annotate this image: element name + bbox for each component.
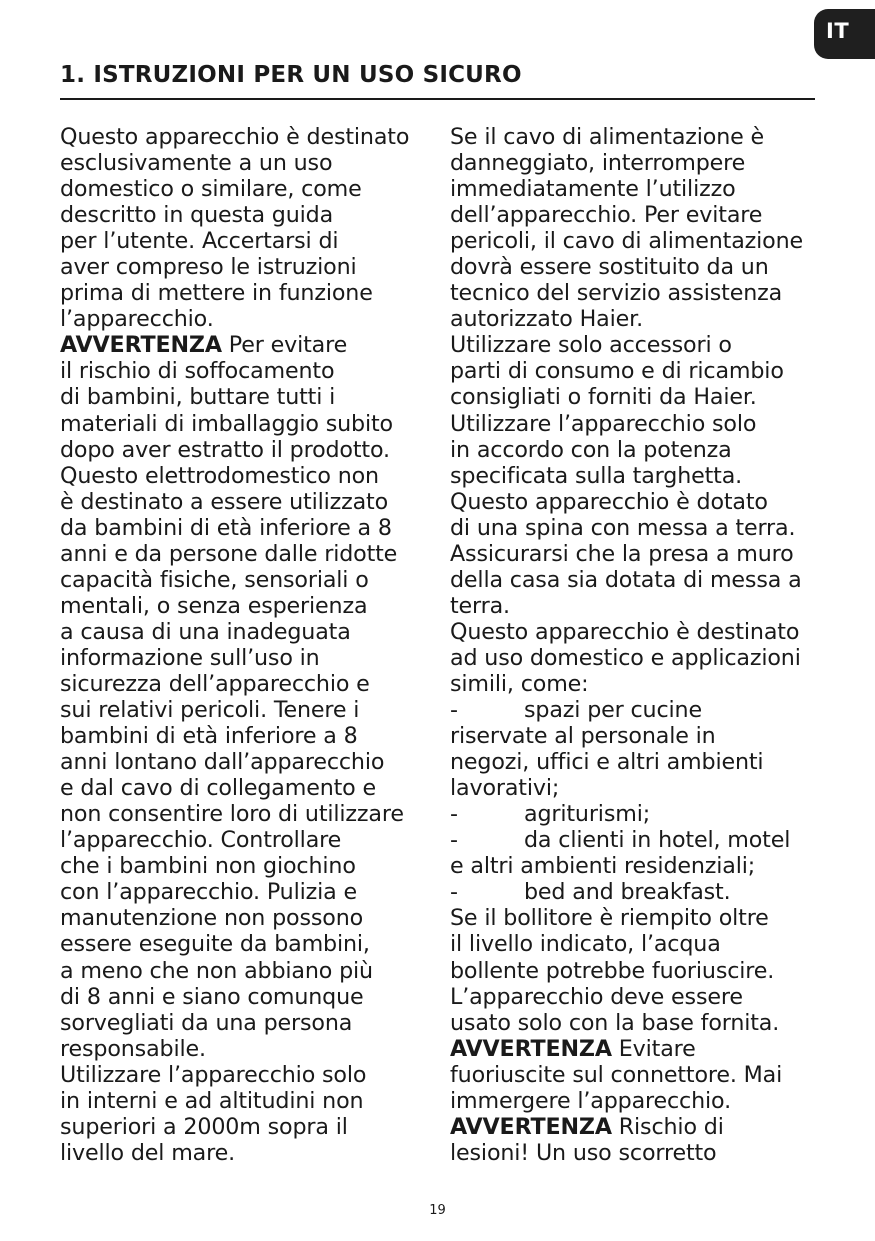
text-line: l’apparecchio. Controllare [60, 827, 342, 854]
warning-label: AVVERTENZA [60, 332, 222, 359]
text-line: con l’apparecchio. Pulizia e [60, 879, 357, 906]
text-line: che i bambini non giochino [60, 853, 356, 880]
text-line: aver compreso le istruzioni [60, 254, 357, 281]
text-line: da bambini di età inferiore a 8 [60, 514, 392, 541]
text-line: Questo apparecchio è destinato [60, 124, 410, 150]
text-line: manutenzione non possono [60, 905, 364, 932]
bullet-line [450, 801, 803, 827]
bullet-text: da clienti in hotel, motel [524, 827, 791, 854]
text-line: dell’apparecchio. Per evitare [450, 202, 763, 229]
bullet-dash: - [450, 697, 458, 724]
text-line: non consentire loro di utilizzare [60, 801, 404, 828]
text-line: lesioni! Un uso scorretto [450, 1139, 717, 1166]
warning-label: AVVERTENZA [450, 1113, 612, 1140]
text-line: anni e da persone dalle ridotte [60, 540, 398, 567]
warning-text: Evitare [611, 1035, 696, 1062]
title-underline [60, 98, 815, 100]
text-line: dovrà essere sostituito da un [450, 254, 769, 281]
warning-label: AVVERTENZA [450, 1035, 612, 1062]
text-line: della casa sia dotata di messa a [450, 566, 802, 593]
section-title: 1. ISTRUZIONI PER UN USO SICURO [60, 62, 522, 88]
warning-line [60, 332, 409, 358]
text-line: di 8 anni e siano comunque [60, 983, 364, 1010]
bullet-text: agriturismi; [524, 801, 651, 828]
text-line: consigliati o forniti da Haier. [450, 384, 757, 411]
text-line: danneggiato, interrompere [450, 150, 746, 177]
text-line: descritto in questa guida [60, 202, 334, 229]
text-line: per l’utente. Accertarsi di [60, 228, 339, 255]
text-line: bollente potrebbe fuoriuscire. [450, 957, 775, 984]
text-line: Utilizzare solo accessori o [450, 332, 732, 359]
text-line: esclusivamente a un uso [60, 150, 333, 177]
warning-text: Rischio di [611, 1113, 724, 1140]
bullet-line [450, 879, 803, 905]
text-line: tecnico del servizio assistenza [450, 280, 783, 307]
text-line: Questo apparecchio è destinato [450, 618, 800, 645]
text-line: è destinato a essere utilizzato [60, 488, 389, 515]
text-line: a causa di una inadeguata [60, 618, 351, 645]
text-line: domestico o similare, come [60, 176, 362, 203]
text-line: mentali, o senza esperienza [60, 592, 368, 619]
text-line: responsabile. [60, 1035, 206, 1062]
warning-line [450, 1036, 803, 1062]
text-line: Se il bollitore è riempito oltre [450, 905, 769, 932]
text-line: anni lontano dall’apparecchio [60, 749, 385, 776]
text-line: immergere l’apparecchio. [450, 1087, 731, 1114]
bullet-line [450, 697, 803, 723]
text-line: Utilizzare l’apparecchio solo [60, 1061, 367, 1088]
text-line: dopo aver estratto il prodotto. [60, 436, 390, 463]
text-line: il livello indicato, l’acqua [450, 931, 721, 958]
text-line: essere eseguite da bambini, [60, 931, 370, 958]
text-line: fuoriuscite sul connettore. Mai [450, 1061, 783, 1088]
text-line: e altri ambienti residenziali; [450, 853, 756, 880]
text-line: Se il cavo di alimentazione è [450, 124, 765, 150]
text-line: in accordo con la potenza [450, 436, 732, 463]
bullet-dash: - [450, 879, 458, 906]
text-line: superiori a 2000m sopra il [60, 1113, 348, 1140]
text-line: prima di mettere in funzione [60, 280, 373, 307]
text-line: a meno che non abbiano più [60, 957, 373, 984]
bullet-text: bed and breakfast. [524, 879, 731, 906]
right-column [450, 124, 803, 1166]
text-line: l’apparecchio. [60, 306, 214, 333]
text-line: materiali di imballaggio subito [60, 410, 393, 437]
warning-line [450, 1114, 803, 1140]
text-line: L’apparecchio deve essere [450, 983, 743, 1010]
text-line: specificata sulla targhetta. [450, 462, 743, 489]
text-line: sicurezza dell’apparecchio e [60, 670, 370, 697]
text-line: capacità fisiche, sensoriali o [60, 566, 369, 593]
text-line: bambini di età inferiore a 8 [60, 723, 358, 750]
language-tab: IT [814, 9, 875, 59]
text-line: di bambini, buttare tutti i [60, 384, 336, 411]
text-line: sorvegliati da una persona [60, 1009, 353, 1036]
text-line: il rischio di soffocamento [60, 358, 335, 385]
bullet-dash: - [450, 827, 458, 854]
text-line: usato solo con la base fornita. [450, 1009, 780, 1036]
text-line: pericoli, il cavo di alimentazione [450, 228, 804, 255]
text-line: simili, come: [450, 670, 589, 697]
text-line: immediatamente l’utilizzo [450, 176, 736, 203]
text-line: Assicurarsi che la presa a muro [450, 540, 794, 567]
text-line: lavorativi; [450, 775, 560, 802]
text-line: ad uso domestico e applicazioni [450, 644, 801, 671]
text-line: riservate al personale in [450, 723, 716, 750]
text-line: informazione sull’uso in [60, 644, 320, 671]
text-line: Questo elettrodomestico non [60, 462, 379, 489]
warning-text: Per evitare [221, 332, 348, 359]
text-line: sui relativi pericoli. Tenere i [60, 697, 360, 724]
text-line: autorizzato Haier. [450, 306, 643, 333]
text-line: e dal cavo di collegamento e [60, 775, 376, 802]
text-line: in interni e ad altitudini non [60, 1087, 364, 1114]
page-number: 19 [429, 1203, 446, 1218]
text-line: Questo apparecchio è dotato [450, 488, 768, 515]
bullet-line [450, 827, 803, 853]
bullet-dash: - [450, 801, 458, 828]
text-line: terra. [450, 592, 510, 619]
left-column [60, 124, 409, 1166]
text-line: di una spina con messa a terra. [450, 514, 796, 541]
text-line: negozi, uffici e altri ambienti [450, 749, 764, 776]
text-line: livello del mare. [60, 1139, 236, 1166]
bullet-text: spazi per cucine [524, 697, 702, 724]
text-line: Utilizzare l’apparecchio solo [450, 410, 757, 437]
text-line: parti di consumo e di ricambio [450, 358, 784, 385]
